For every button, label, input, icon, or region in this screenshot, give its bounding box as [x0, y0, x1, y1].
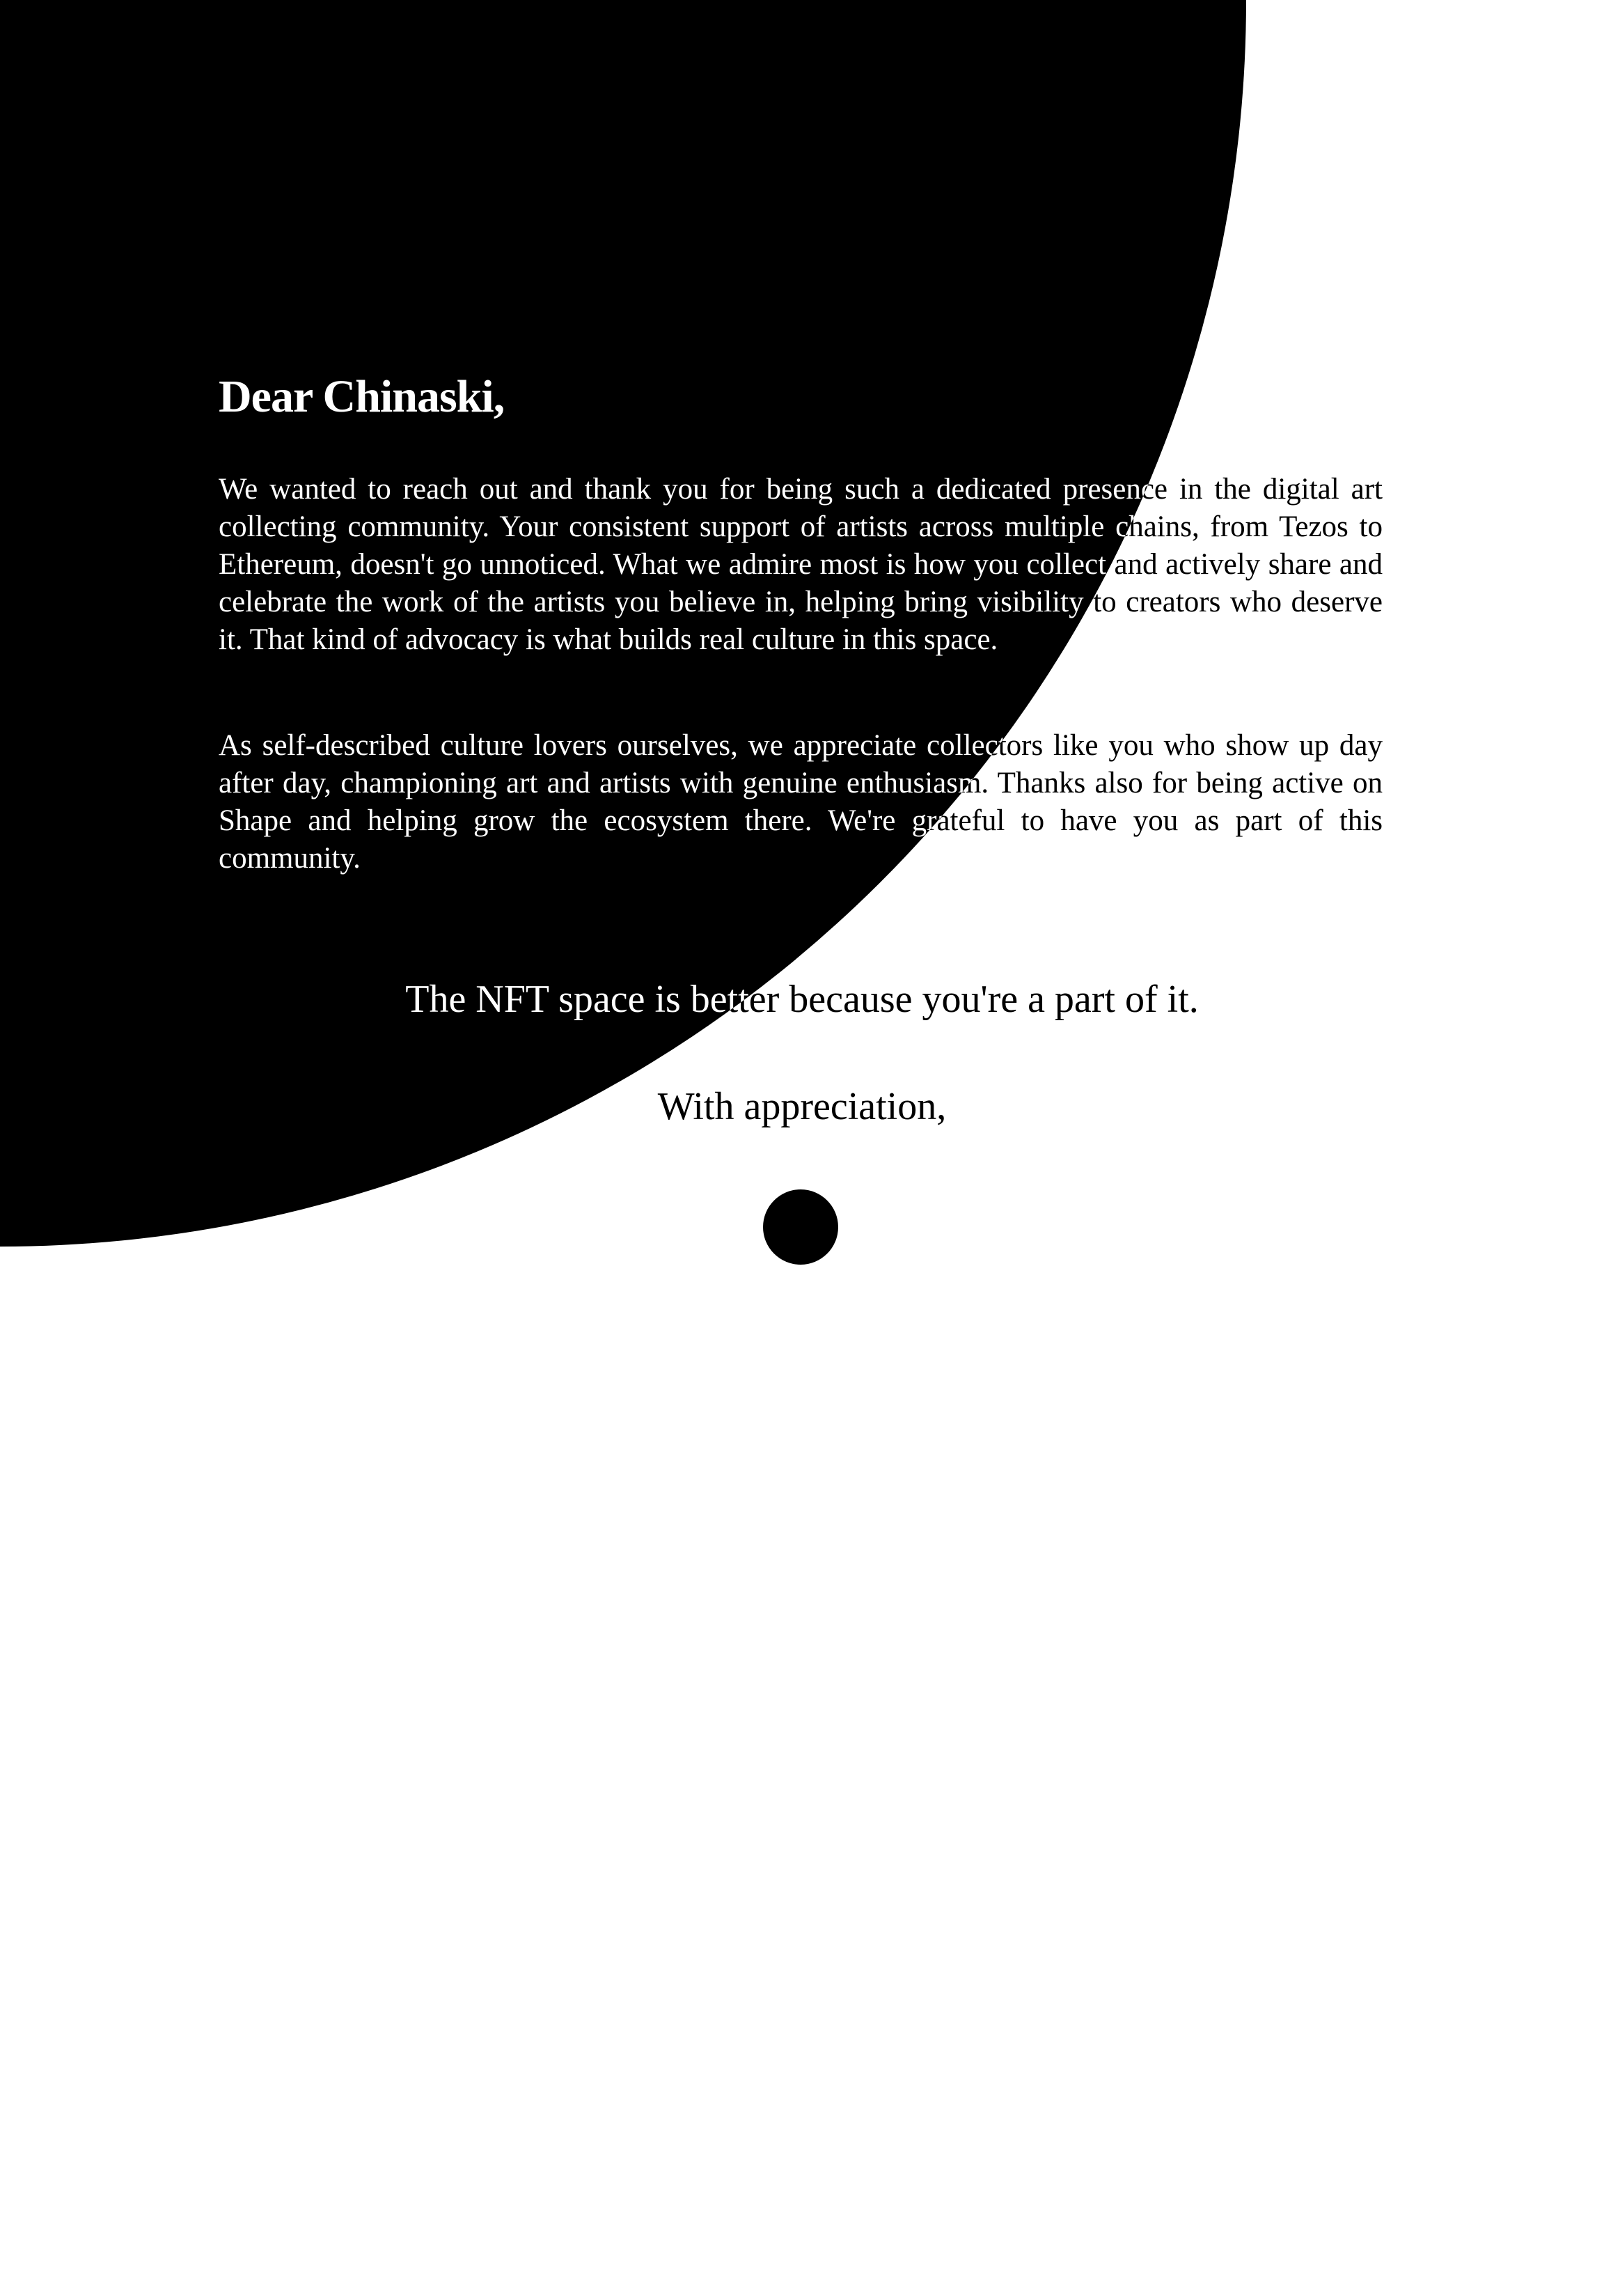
letter-greeting: Dear Chinaski, [219, 371, 505, 422]
signoff: With appreciation, [657, 1085, 947, 1128]
letter-paragraph-1: We wanted to reach out and thank you for being such a dedicated presence in the digital art collecting community. Your consistent support of artists across multiple chains, from Tezos to Ethereum, doesn't go unnoticed. What we admire most is how you collect and actively share and celebrate the work of the artists you believe in, helping bring visibility to creators who deserve it. That kind of advocacy is what builds real culture in this space. [219, 473, 1383, 656]
closing-line: The NFT space is better because you're a part of it. [405, 978, 1199, 1021]
letter-paragraph-2: As self-described culture lovers ourselves, we appreciate collectors like you who show up day after day, championing art and artists with genuine enthusiasm. Thanks also for being active on Shape and helping grow the ecosystem there. We're grateful to have you as part of this community. [219, 729, 1383, 875]
signature-dot [763, 1189, 838, 1265]
